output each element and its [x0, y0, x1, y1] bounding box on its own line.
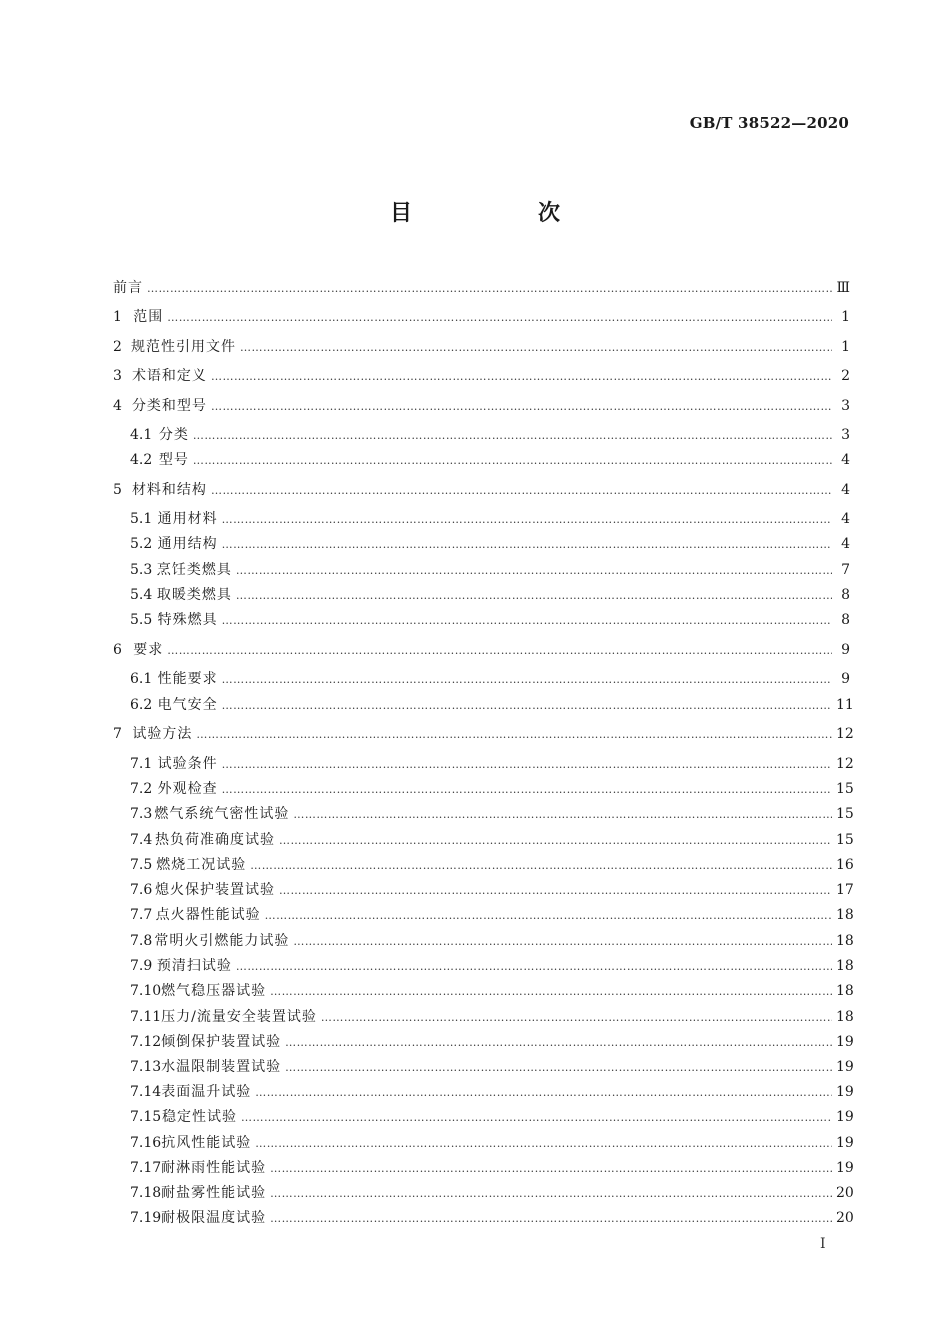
toc-entry-label: 外观检查: [157, 781, 218, 797]
toc-entry-label: 烹饪类燃具: [156, 562, 232, 578]
toc-entry[interactable]: [130, 1105, 854, 1130]
toc-entry-label: 常明火引燃能力试验: [154, 933, 290, 949]
toc-entry[interactable]: [130, 929, 854, 954]
toc-entry[interactable]: [130, 1030, 854, 1055]
toc-entry-label: 试验条件: [157, 756, 218, 772]
toc-entry-number: 7.17: [130, 1160, 162, 1176]
toc-entry-number: 7.6: [130, 882, 153, 898]
toc-dot-leader: [279, 878, 832, 903]
toc-entry-page: 12: [836, 756, 854, 772]
toc-entry-page: 8: [841, 612, 850, 628]
toc-entry-label: 要求: [133, 642, 164, 658]
toc-dot-leader: [285, 1055, 832, 1080]
toc-entry-number: 4.1: [130, 427, 153, 443]
toc-entry-page: 19: [836, 1034, 854, 1050]
standard-code: GB/T 38522—2020: [689, 114, 849, 132]
toc-entry-label: 特殊燃具: [157, 612, 218, 628]
toc-entry-number: 5.4: [130, 587, 153, 603]
toc-entry-page: 18: [836, 907, 854, 923]
toc-entry-number: 5.3: [130, 562, 153, 578]
toc-entry[interactable]: [130, 1131, 854, 1156]
toc-entry-label: 范围: [133, 309, 164, 325]
toc-entry-page: 18: [836, 1009, 854, 1025]
toc-dot-leader: [211, 394, 832, 419]
toc-entry-page: 17: [836, 882, 854, 898]
toc-entry-number: 5.2: [130, 536, 153, 552]
toc-entry-number: 7.14: [130, 1084, 162, 1100]
toc-entry-page: 1: [841, 309, 850, 325]
toc-entry[interactable]: [130, 828, 854, 853]
toc-entry-number: 7.16: [130, 1135, 162, 1151]
toc-entry-page: 12: [836, 726, 854, 742]
toc-entry-page: 19: [836, 1109, 854, 1125]
toc-entry-label: 通用材料: [157, 511, 218, 527]
toc-dot-leader: [222, 693, 832, 718]
toc-entry[interactable]: [130, 667, 850, 692]
toc-entry[interactable]: [130, 1156, 854, 1181]
toc-entry-label: 点火器性能试验: [155, 907, 261, 923]
toc-entry-page: 15: [836, 781, 854, 797]
toc-entry-number: 7.3: [130, 806, 153, 822]
toc-entry[interactable]: [113, 364, 850, 389]
toc-entry-page: 4: [841, 452, 850, 468]
toc-dot-leader: [222, 667, 832, 692]
toc-entry-number: 4.2: [130, 452, 153, 468]
toc-dot-leader: [240, 335, 832, 360]
toc-entry-number: 7.5: [130, 857, 153, 873]
toc-entry-number: 7.7: [130, 907, 153, 923]
toc-entry-page: 16: [836, 857, 854, 873]
toc-entry-label: 抗风性能试验: [161, 1135, 252, 1151]
toc-entry[interactable]: [130, 583, 850, 608]
toc-entry-label: 材料和结构: [131, 482, 207, 498]
toc-entry-page: 11: [836, 697, 854, 713]
toc-entry-page: 3: [841, 427, 850, 443]
toc-entry[interactable]: [130, 777, 854, 802]
toc-dot-leader: [270, 1206, 832, 1231]
toc-dot-leader: [193, 448, 832, 473]
toc-entry[interactable]: [130, 507, 850, 532]
toc-entry[interactable]: [130, 853, 854, 878]
toc-entry-page: 19: [836, 1160, 854, 1176]
toc-entry-label: 耐淋雨性能试验: [161, 1160, 267, 1176]
toc-entry-label: 熄火保护装置试验: [154, 882, 275, 898]
toc-entry-label: 型号: [158, 452, 189, 468]
toc-entry-label: 规范性引用文件: [131, 339, 237, 355]
toc-entry[interactable]: [130, 979, 854, 1004]
toc-dot-leader: [236, 954, 832, 979]
toc-entry-page: 4: [841, 536, 850, 552]
toc-entry-label: 电气安全: [157, 697, 218, 713]
toc-dot-leader: [147, 276, 832, 301]
toc-entry-page: 19: [836, 1059, 854, 1075]
toc-entry-label: 压力/流量安全装置试验: [161, 1009, 317, 1025]
toc-entry-label: 性能要求: [157, 671, 218, 687]
toc-entry-page: 8: [841, 587, 850, 603]
toc-entry-number: 5.5: [130, 612, 153, 628]
toc-dot-leader: [167, 305, 832, 330]
toc-entry[interactable]: [113, 478, 850, 503]
toc-entry-page: 9: [841, 642, 850, 658]
toc-entry-page: 15: [836, 832, 854, 848]
toc-entry-label: 术语和定义: [131, 368, 207, 384]
toc-entry-number: 6.1: [130, 671, 153, 687]
toc-entry[interactable]: [130, 1206, 854, 1231]
toc-entry-number: 7.11: [130, 1009, 162, 1025]
toc-entry-page: 4: [841, 482, 850, 498]
toc-entry-page: 18: [836, 933, 854, 949]
toc-entry-label: 表面温升试验: [161, 1084, 252, 1100]
toc-dot-leader: [250, 853, 832, 878]
toc-entry-number: 1: [113, 309, 122, 325]
toc-entry[interactable]: [130, 752, 854, 777]
toc-entry-label: 燃气系统气密性试验: [154, 806, 290, 822]
toc-entry[interactable]: [130, 558, 850, 583]
toc-entry-label: 耐盐雾性能试验: [161, 1185, 267, 1201]
toc-entry[interactable]: [130, 1080, 854, 1105]
toc-entry-number: 7.2: [130, 781, 153, 797]
toc-entry[interactable]: [130, 448, 850, 473]
toc-title: 目 次: [389, 201, 612, 226]
toc-entry-page: 9: [841, 671, 850, 687]
toc-dot-leader: [270, 979, 832, 1004]
toc-dot-leader: [211, 478, 832, 503]
toc-entry-number: 6: [113, 642, 122, 658]
toc-entry[interactable]: [113, 276, 850, 301]
toc-dot-leader: [265, 903, 832, 928]
toc-entry-label: 燃烧工况试验: [156, 857, 247, 873]
toc-entry-label: 试验方法: [132, 726, 193, 742]
toc-dot-leader: [279, 828, 832, 853]
toc-entry[interactable]: [130, 693, 854, 718]
toc-dot-leader: [293, 929, 832, 954]
toc-entry-page: 18: [836, 958, 854, 974]
toc-entry-page: 15: [836, 806, 854, 822]
toc-dot-leader: [167, 638, 832, 663]
toc-entry-page: 1: [841, 339, 850, 355]
toc-entry-label: 预清扫试验: [156, 958, 232, 974]
toc-entry-number: 7.15: [130, 1109, 162, 1125]
toc-entry-number: 5.1: [130, 511, 153, 527]
toc-entry-page: 19: [836, 1135, 854, 1151]
toc-entry-page: 4: [841, 511, 850, 527]
toc-entry-number: 2: [113, 339, 122, 355]
toc-entry-label: 前言: [113, 280, 143, 296]
toc-entry-page: 20: [836, 1185, 854, 1201]
toc-entry[interactable]: [130, 903, 854, 928]
toc-entry[interactable]: [130, 608, 850, 633]
toc-dot-leader: [193, 423, 832, 448]
toc-entry[interactable]: [130, 1181, 854, 1206]
toc-entry-label: 热负荷准确度试验: [154, 832, 275, 848]
toc-entry-page: 19: [836, 1084, 854, 1100]
toc-dot-leader: [236, 558, 832, 583]
toc-entry-number: 7.4: [130, 832, 153, 848]
toc-entry[interactable]: [130, 532, 850, 557]
toc-dot-leader: [285, 1030, 832, 1055]
toc-entry-number: 5: [113, 482, 122, 498]
toc-dot-leader: [236, 583, 832, 608]
toc-entry-page: Ⅲ: [836, 280, 850, 296]
toc-dot-leader: [222, 777, 832, 802]
toc-dot-leader: [270, 1156, 832, 1181]
toc-entry-page: 18: [836, 983, 854, 999]
toc-entry-label: 燃气稳压器试验: [161, 983, 267, 999]
toc-entry-label: 分类和型号: [131, 398, 207, 414]
toc-dot-leader: [222, 532, 832, 557]
toc-entry-number: 7.18: [130, 1185, 162, 1201]
toc-entry[interactable]: [113, 394, 850, 419]
toc-entry-number: 7.12: [130, 1034, 162, 1050]
toc-entry-number: 7.8: [130, 933, 153, 949]
toc-entry[interactable]: [130, 423, 850, 448]
toc-entry-label: 通用结构: [157, 536, 218, 552]
toc-entry[interactable]: [130, 802, 854, 827]
toc-entry[interactable]: [130, 1055, 854, 1080]
toc-dot-leader: [270, 1181, 832, 1206]
toc-dot-leader: [241, 1105, 832, 1130]
toc-entry-label: 稳定性试验: [162, 1109, 238, 1125]
toc-dot-leader: [255, 1131, 832, 1156]
toc-entry[interactable]: [113, 335, 850, 360]
toc-entry[interactable]: [130, 954, 854, 979]
toc-entry-page: 7: [841, 562, 850, 578]
toc-dot-leader: [255, 1080, 832, 1105]
toc-entry-label: 倾倒保护装置试验: [161, 1034, 282, 1050]
toc-entry[interactable]: [113, 638, 850, 663]
toc-entry-page: 3: [841, 398, 850, 414]
toc-entry-label: 耐极限温度试验: [161, 1210, 267, 1226]
toc-entry-number: 6.2: [130, 697, 153, 713]
toc-entry-label: 水温限制装置试验: [161, 1059, 282, 1075]
toc-dot-leader: [321, 1005, 832, 1030]
toc-entry-number: 7.10: [130, 983, 162, 999]
toc-entry-number: 7: [113, 726, 122, 742]
toc-dot-leader: [222, 507, 832, 532]
toc-dot-leader: [222, 608, 832, 633]
toc-entry-number: 4: [113, 398, 122, 414]
toc-entry-number: 7.13: [130, 1059, 162, 1075]
toc-entry-number: 7.19: [130, 1210, 162, 1226]
toc-entry-number: 7.1: [130, 756, 153, 772]
toc-dot-leader: [222, 752, 832, 777]
toc-entry-page: 2: [841, 368, 850, 384]
toc-entry[interactable]: [113, 722, 854, 747]
footer-page-number: I: [820, 1236, 826, 1252]
toc-dot-leader: [211, 364, 832, 389]
toc-entry-label: 分类: [158, 427, 189, 443]
toc-entry-number: 3: [113, 368, 122, 384]
toc-dot-leader: [196, 722, 832, 747]
toc-entry-page: 20: [836, 1210, 854, 1226]
toc-dot-leader: [293, 802, 832, 827]
toc-entry-label: 取暖类燃具: [156, 587, 232, 603]
toc-entry[interactable]: [113, 305, 850, 330]
toc-entry[interactable]: [130, 878, 854, 903]
toc-entry-number: 7.9: [130, 958, 153, 974]
toc-entry[interactable]: [130, 1005, 854, 1030]
